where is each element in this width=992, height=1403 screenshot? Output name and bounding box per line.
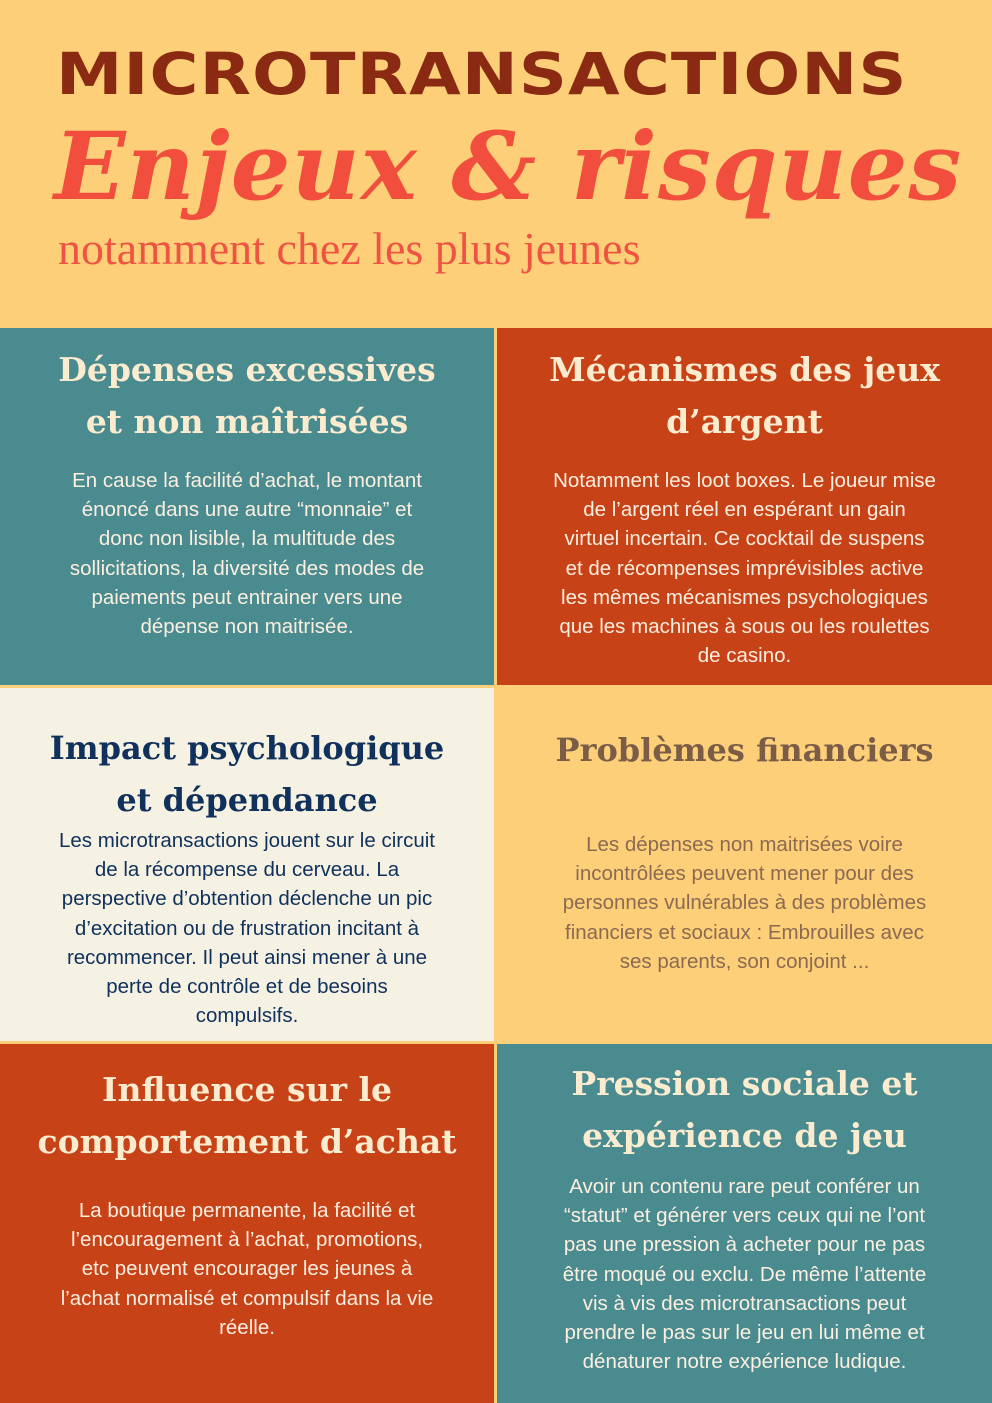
panel-title-line: expérience de jeu: [582, 1116, 907, 1155]
panel-body-line: prendre le pas sur le jeu en lui même et: [564, 1321, 925, 1345]
panel-body-line: compulsifs.: [195, 1004, 299, 1028]
poster-kicker: MICROTRANSACTIONS: [56, 40, 908, 108]
panel-title: [497, 344, 992, 448]
header: [0, 0, 992, 328]
panel-body-line: sollicitations, la diversité des modes de: [69, 556, 425, 580]
panel-body-line: Les microtransactions jouent sur le circuit: [59, 829, 435, 852]
panel-body: [497, 1172, 992, 1376]
panel-body-line: l’encouragement à l’achat, promotions,: [70, 1228, 424, 1252]
panel-body-line: Les dépenses non maitrisées voire: [586, 833, 903, 856]
panel-body: [0, 466, 494, 641]
panel-body-line: d’excitation ou de frustration incitant à: [74, 916, 420, 940]
panel-body-line: que les machines à sous ou les roulettes: [559, 615, 930, 639]
panel-title-line: Impact psychologique: [49, 729, 445, 767]
panel-problemes-financiers: [497, 688, 992, 1041]
panel-body-line: donc non lisible, la multitude des: [98, 527, 396, 551]
panel-body-line: Notamment les loot boxes. Le joueur mise: [553, 469, 936, 492]
panel-body-line: personnes vulnérables à des problèmes: [562, 891, 927, 915]
panel-body: [497, 466, 992, 670]
panel-body-line: perte de contrôle et de besoins: [106, 975, 388, 999]
panel-title: [0, 344, 494, 448]
panel-body-line: pas une pression à acheter pour ne pas: [563, 1233, 926, 1257]
panel-title: [0, 1064, 494, 1168]
panel-influence-achat: [0, 1044, 494, 1403]
panel-depenses-excessives: [0, 328, 494, 685]
panel-body-line: perspective d’obtention déclenche un pic: [61, 887, 433, 911]
panel-body-line: de l’argent réel en espérant un gain: [583, 498, 906, 522]
panel-title: [497, 1058, 992, 1162]
poster-subtitle: notamment chez les plus jeunes: [58, 223, 641, 274]
poster-title: Enjeux & risques: [54, 112, 963, 222]
panel-body-line: et de récompenses imprévisibles active: [565, 556, 924, 580]
panel-title-line: Pression sociale et: [571, 1064, 918, 1103]
panel-title-line: comportement d’achat: [37, 1122, 457, 1161]
panel-body: [0, 826, 494, 1030]
panel-body-line: de la récompense du cerveau. La: [94, 858, 400, 882]
panel-title-line: Mécanismes des jeux: [549, 350, 940, 389]
panel-title-line: Dépenses excessives: [58, 350, 436, 389]
panel-body-line: recommencer. Il peut ainsi mener à une: [66, 945, 428, 969]
panel-body-line: Avoir un contenu rare peut conférer un: [569, 1175, 920, 1198]
panel-title-line: Influence sur le: [102, 1070, 392, 1109]
panel-mecanismes-jeux: [497, 328, 992, 685]
panel-body-line: énoncé dans une autre “monnaie” et: [81, 498, 413, 522]
panel-body-line: les mêmes mécanismes psychologiques: [561, 585, 928, 609]
panel-body-line: La boutique permanente, la facilité et: [78, 1199, 416, 1222]
panel-title-line: d’argent: [666, 402, 823, 441]
panel-body: [0, 1196, 494, 1342]
panel-title: [0, 722, 494, 826]
panel-body-line: “statut” et générer vers ceux qui ne l’ont: [563, 1204, 926, 1228]
panel-impact-psychologique: [0, 688, 494, 1041]
panel-body-line: l’achat normalisé et compulsif dans la vie: [60, 1286, 434, 1310]
panel-body-line: ses parents, son conjoint ...: [619, 949, 870, 973]
panel-title-line: Problèmes financiers: [555, 731, 934, 769]
panel-title-line: et non maîtrisées: [85, 402, 409, 441]
panel-body-line: paiements peut entrainer vers une: [91, 585, 403, 609]
panel-body-line: virtuel incertain. Ce cocktail de suspens: [564, 527, 925, 551]
panel-title-line: et dépendance: [116, 781, 378, 819]
panel-body-line: vis à vis des microtransactions peut: [582, 1291, 907, 1315]
panel-pression-sociale: [497, 1044, 992, 1403]
panel-body-line: dénaturer notre expérience ludique.: [582, 1350, 907, 1374]
panel-body-line: etc peuvent encourager les jeunes à: [81, 1257, 413, 1281]
panel-body-line: En cause la facilité d’achat, le montant: [72, 469, 422, 492]
panel-body-line: financiers et sociaux : Embrouilles avec: [565, 920, 924, 944]
panel-body-line: de casino.: [697, 644, 792, 668]
panel-title: [497, 724, 992, 776]
panel-body-line: dépense non maitrisée.: [140, 615, 354, 639]
panel-body-line: être moqué ou exclu. De même l’attente: [562, 1262, 927, 1286]
panel-body-line: réelle.: [219, 1315, 275, 1339]
panel-body-line: incontrôlées peuvent mener pour des: [575, 862, 914, 886]
panel-body: [497, 830, 992, 976]
